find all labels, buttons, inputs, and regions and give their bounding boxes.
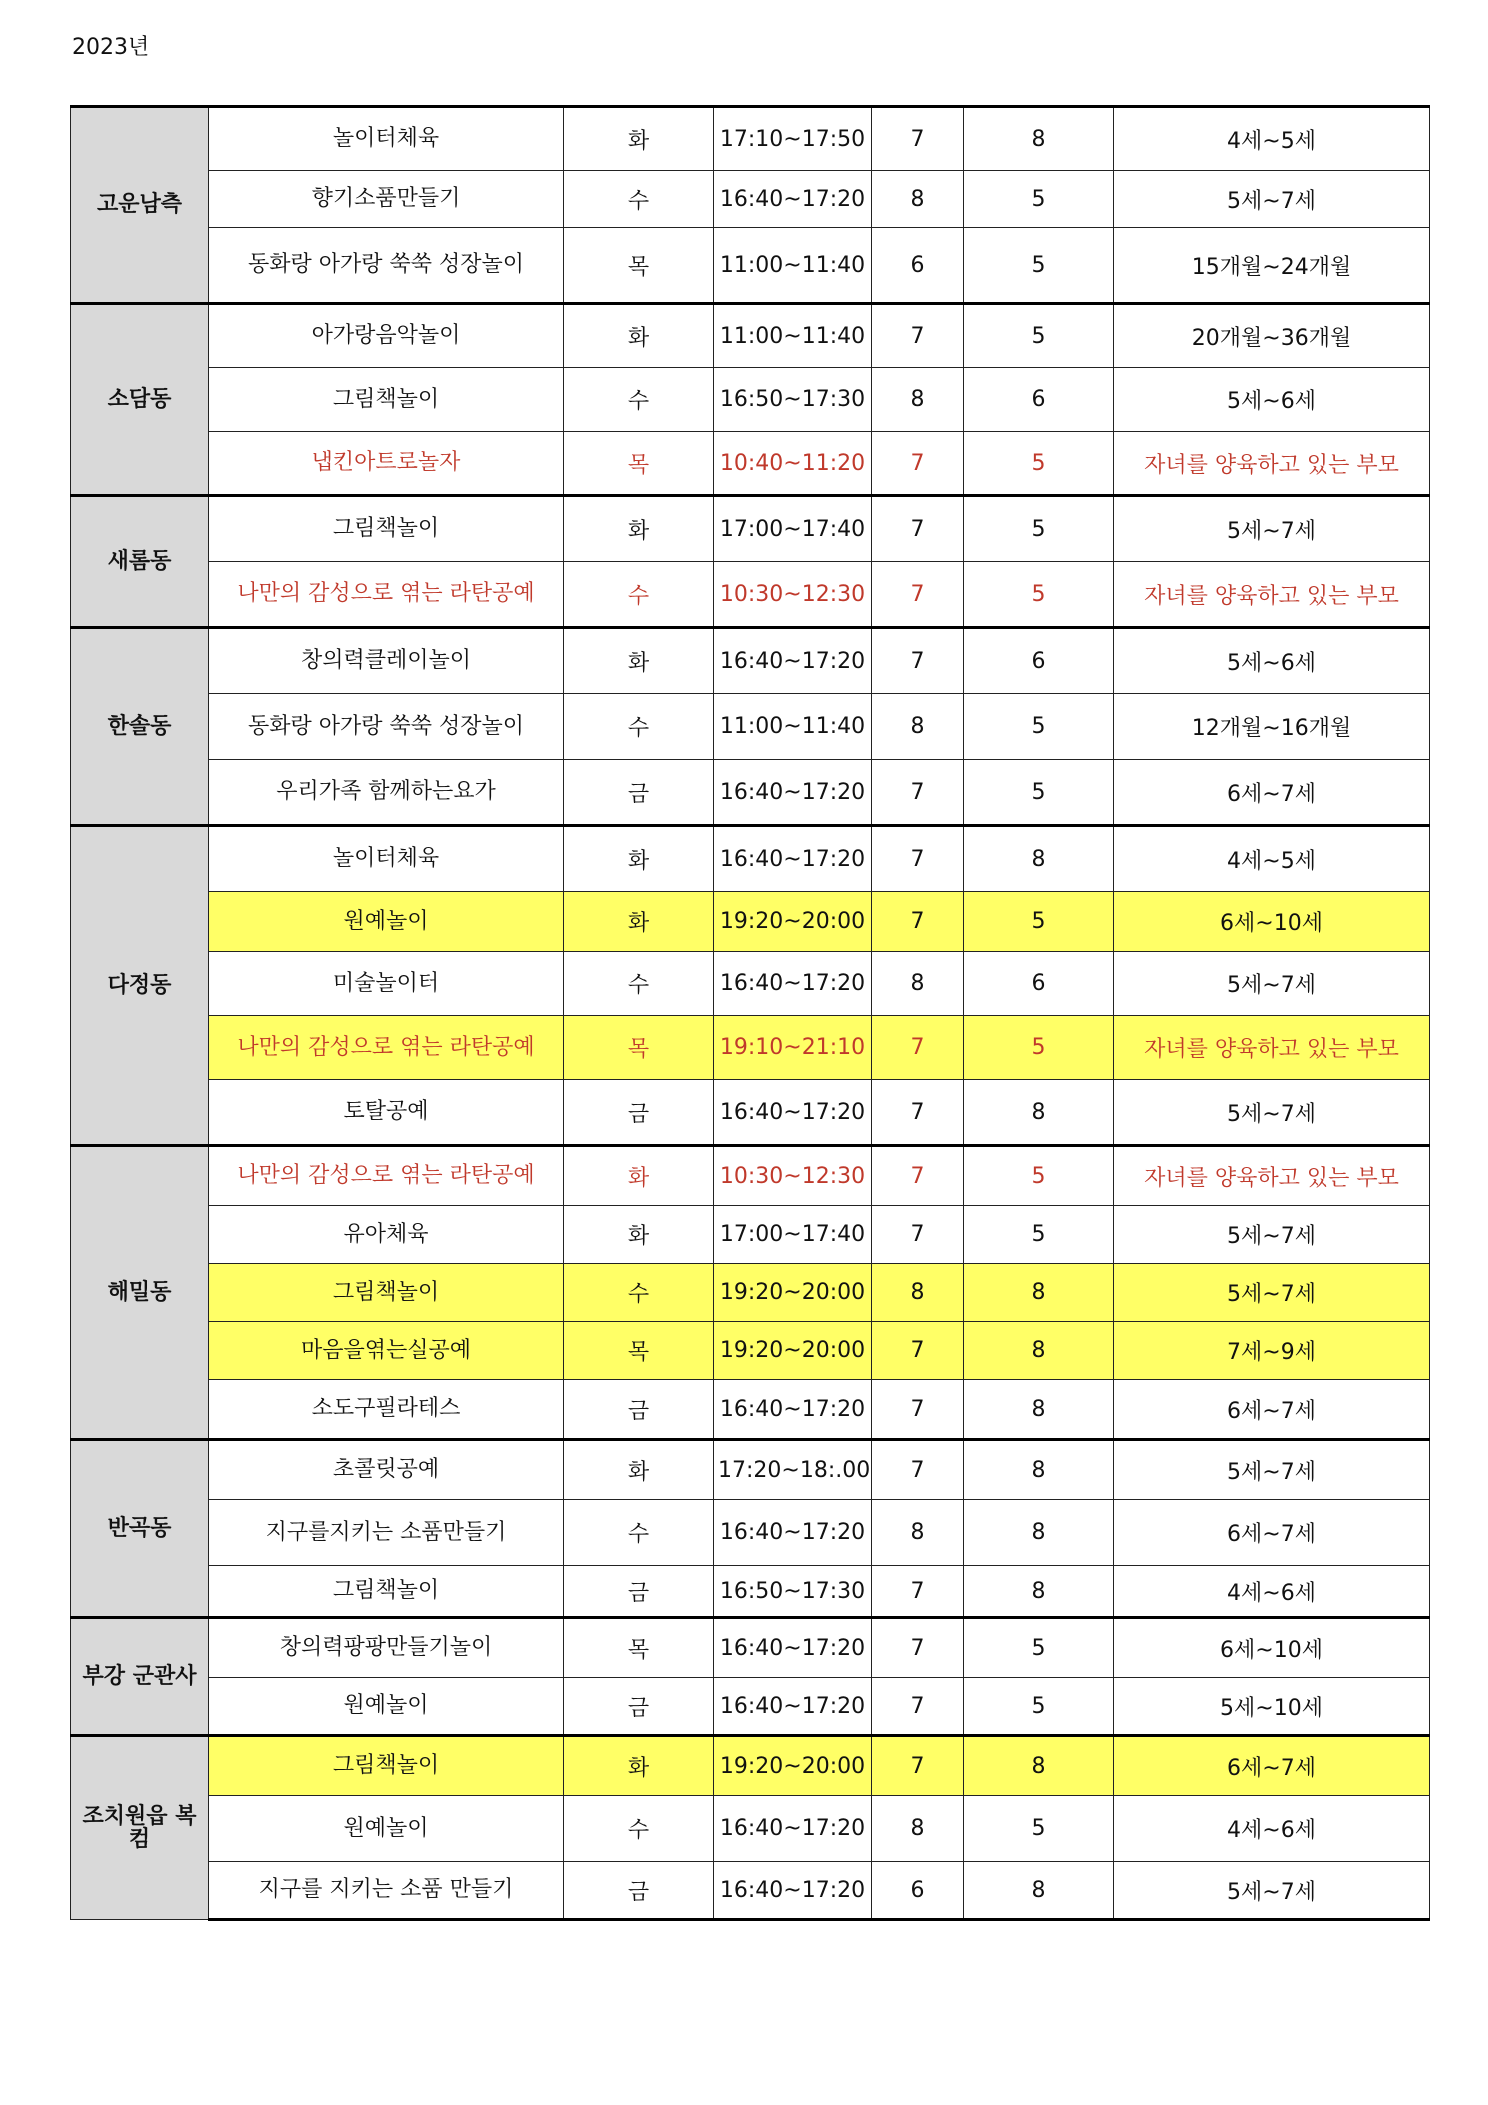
time-cell: 16:40~17:20 — [714, 1678, 872, 1736]
target-cell: 자녀를 양육하고 있는 부모 — [1114, 562, 1430, 628]
capacity-cell: 5 — [964, 171, 1114, 228]
capacity-cell: 8 — [964, 1080, 1114, 1146]
table-row — [71, 107, 1430, 171]
day-cell: 목 — [564, 228, 714, 304]
day-cell: 수 — [564, 1264, 714, 1322]
day-cell: 수 — [564, 1796, 714, 1862]
sessions-cell: 7 — [872, 628, 964, 694]
table-row — [71, 1206, 1430, 1264]
time-cell: 19:20~20:00 — [714, 1322, 872, 1380]
capacity-cell: 5 — [964, 1146, 1114, 1206]
region-cell: 고운남측 — [71, 107, 209, 304]
target-cell: 5세~7세 — [1114, 1264, 1430, 1322]
program-cell: 그림책놀이 — [209, 1736, 564, 1796]
capacity-cell: 8 — [964, 826, 1114, 892]
program-cell: 놀이터체육 — [209, 826, 564, 892]
region-cell: 다정동 — [71, 826, 209, 1146]
sessions-cell: 6 — [872, 1862, 964, 1920]
table-row — [71, 826, 1430, 892]
target-cell: 5세~6세 — [1114, 368, 1430, 432]
target-cell: 5세~7세 — [1114, 952, 1430, 1016]
table-row — [71, 368, 1430, 432]
region-cell: 한솔동 — [71, 628, 209, 826]
day-cell: 수 — [564, 952, 714, 1016]
capacity-cell: 5 — [964, 1796, 1114, 1862]
sessions-cell: 7 — [872, 562, 964, 628]
program-cell: 원예놀이 — [209, 892, 564, 952]
day-cell: 화 — [564, 628, 714, 694]
capacity-cell: 8 — [964, 1862, 1114, 1920]
target-cell: 5세~7세 — [1114, 1080, 1430, 1146]
day-cell: 화 — [564, 1736, 714, 1796]
sessions-cell: 8 — [872, 171, 964, 228]
day-cell: 화 — [564, 892, 714, 952]
capacity-cell: 5 — [964, 304, 1114, 368]
program-cell: 동화랑 아가랑 쑥쑥 성장놀이 — [209, 694, 564, 760]
capacity-cell: 5 — [964, 1016, 1114, 1080]
year-label: 2023년 — [72, 35, 150, 60]
capacity-cell: 5 — [964, 1618, 1114, 1678]
capacity-cell: 5 — [964, 496, 1114, 562]
target-cell: 5세~6세 — [1114, 628, 1430, 694]
day-cell: 화 — [564, 107, 714, 171]
sessions-cell: 7 — [872, 107, 964, 171]
table-row — [71, 1678, 1430, 1736]
capacity-cell: 8 — [964, 1264, 1114, 1322]
table-row — [71, 1440, 1430, 1500]
capacity-cell: 5 — [964, 1206, 1114, 1264]
sessions-cell: 8 — [872, 368, 964, 432]
time-cell: 11:00~11:40 — [714, 694, 872, 760]
day-cell: 목 — [564, 1016, 714, 1080]
program-cell: 유아체육 — [209, 1206, 564, 1264]
program-cell: 마음을엮는실공예 — [209, 1322, 564, 1380]
sessions-cell: 7 — [872, 432, 964, 496]
time-cell: 16:40~17:20 — [714, 628, 872, 694]
region-cell: 반곡동 — [71, 1440, 209, 1618]
target-cell: 15개월~24개월 — [1114, 228, 1430, 304]
sessions-cell: 6 — [872, 228, 964, 304]
target-cell: 6세~7세 — [1114, 1380, 1430, 1440]
day-cell: 화 — [564, 826, 714, 892]
time-cell: 19:20~20:00 — [714, 1736, 872, 1796]
time-cell: 16:40~17:20 — [714, 171, 872, 228]
time-cell: 16:40~17:20 — [714, 1380, 872, 1440]
time-cell: 16:40~17:20 — [714, 952, 872, 1016]
time-cell: 10:40~11:20 — [714, 432, 872, 496]
day-cell: 수 — [564, 171, 714, 228]
sessions-cell: 8 — [872, 952, 964, 1016]
sessions-cell: 7 — [872, 496, 964, 562]
program-cell: 토탈공예 — [209, 1080, 564, 1146]
capacity-cell: 5 — [964, 760, 1114, 826]
table-row — [71, 1500, 1430, 1566]
program-cell: 동화랑 아가랑 쑥쑥 성장놀이 — [209, 228, 564, 304]
capacity-cell: 8 — [964, 1380, 1114, 1440]
time-cell: 11:00~11:40 — [714, 304, 872, 368]
program-cell: 우리가족 함께하는요가 — [209, 760, 564, 826]
time-cell: 17:10~17:50 — [714, 107, 872, 171]
day-cell: 수 — [564, 1500, 714, 1566]
capacity-cell: 5 — [964, 562, 1114, 628]
capacity-cell: 6 — [964, 628, 1114, 694]
program-cell: 원예놀이 — [209, 1796, 564, 1862]
program-cell: 소도구필라테스 — [209, 1380, 564, 1440]
target-cell: 자녀를 양육하고 있는 부모 — [1114, 1146, 1430, 1206]
table-row — [71, 1862, 1430, 1920]
sessions-cell: 7 — [872, 1678, 964, 1736]
time-cell: 16:40~17:20 — [714, 760, 872, 826]
time-cell: 16:40~17:20 — [714, 1618, 872, 1678]
sessions-cell: 7 — [872, 892, 964, 952]
table-row — [71, 228, 1430, 304]
sessions-cell: 8 — [872, 694, 964, 760]
target-cell: 5세~7세 — [1114, 1862, 1430, 1920]
program-cell: 초콜릿공예 — [209, 1440, 564, 1500]
target-cell: 4세~5세 — [1114, 826, 1430, 892]
time-cell: 16:40~17:20 — [714, 1500, 872, 1566]
capacity-cell: 5 — [964, 694, 1114, 760]
program-cell: 창의력팡팡만들기놀이 — [209, 1618, 564, 1678]
region-cell: 소담동 — [71, 304, 209, 496]
day-cell: 금 — [564, 1080, 714, 1146]
capacity-cell: 5 — [964, 892, 1114, 952]
program-cell: 향기소품만들기 — [209, 171, 564, 228]
region-cell: 부강 군관사 — [71, 1618, 209, 1736]
day-cell: 금 — [564, 760, 714, 826]
table-row — [71, 892, 1430, 952]
capacity-cell: 8 — [964, 1322, 1114, 1380]
time-cell: 19:10~21:10 — [714, 1016, 872, 1080]
table-row — [71, 304, 1430, 368]
time-cell: 19:20~20:00 — [714, 1264, 872, 1322]
target-cell: 5세~7세 — [1114, 1440, 1430, 1500]
table-row — [71, 760, 1430, 826]
sessions-cell: 7 — [872, 1080, 964, 1146]
target-cell: 6세~7세 — [1114, 1500, 1430, 1566]
capacity-cell: 6 — [964, 952, 1114, 1016]
program-cell: 아가랑음악놀이 — [209, 304, 564, 368]
day-cell: 목 — [564, 432, 714, 496]
sessions-cell: 7 — [872, 1380, 964, 1440]
table-row — [71, 694, 1430, 760]
table-row — [71, 1736, 1430, 1796]
time-cell: 16:50~17:30 — [714, 368, 872, 432]
table-row — [71, 1322, 1430, 1380]
table-row — [71, 432, 1430, 496]
table-row — [71, 496, 1430, 562]
day-cell: 금 — [564, 1380, 714, 1440]
day-cell: 수 — [564, 694, 714, 760]
time-cell: 10:30~12:30 — [714, 1146, 872, 1206]
target-cell: 자녀를 양육하고 있는 부모 — [1114, 1016, 1430, 1080]
region-cell: 해밀동 — [71, 1146, 209, 1440]
target-cell: 6세~10세 — [1114, 892, 1430, 952]
sessions-cell: 7 — [872, 1322, 964, 1380]
time-cell: 11:00~11:40 — [714, 228, 872, 304]
day-cell: 목 — [564, 1322, 714, 1380]
program-schedule-table — [70, 105, 1430, 1921]
sessions-cell: 8 — [872, 1264, 964, 1322]
sessions-cell: 7 — [872, 760, 964, 826]
sessions-cell: 7 — [872, 1618, 964, 1678]
target-cell: 5세~7세 — [1114, 171, 1430, 228]
day-cell: 금 — [564, 1678, 714, 1736]
table-row — [71, 171, 1430, 228]
capacity-cell: 5 — [964, 228, 1114, 304]
program-cell: 그림책놀이 — [209, 496, 564, 562]
table-row — [71, 1264, 1430, 1322]
sessions-cell: 7 — [872, 1736, 964, 1796]
program-cell: 지구를지키는 소품만들기 — [209, 1500, 564, 1566]
table-row — [71, 952, 1430, 1016]
capacity-cell: 8 — [964, 107, 1114, 171]
target-cell: 자녀를 양육하고 있는 부모 — [1114, 432, 1430, 496]
program-cell: 놀이터체육 — [209, 107, 564, 171]
target-cell: 5세~7세 — [1114, 1206, 1430, 1264]
program-cell: 원예놀이 — [209, 1678, 564, 1736]
time-cell: 16:40~17:20 — [714, 1796, 872, 1862]
time-cell: 16:40~17:20 — [714, 1862, 872, 1920]
program-cell: 나만의 감성으로 엮는 라탄공예 — [209, 1016, 564, 1080]
program-cell: 그림책놀이 — [209, 1264, 564, 1322]
target-cell: 6세~7세 — [1114, 1736, 1430, 1796]
table-row — [71, 1016, 1430, 1080]
time-cell: 16:40~17:20 — [714, 826, 872, 892]
time-cell: 16:50~17:30 — [714, 1566, 872, 1618]
time-cell: 17:20~18:.00 — [714, 1440, 872, 1500]
capacity-cell: 5 — [964, 432, 1114, 496]
target-cell: 4세~6세 — [1114, 1796, 1430, 1862]
target-cell: 5세~7세 — [1114, 496, 1430, 562]
program-cell: 그림책놀이 — [209, 1566, 564, 1618]
target-cell: 6세~7세 — [1114, 760, 1430, 826]
capacity-cell: 8 — [964, 1440, 1114, 1500]
table-row — [71, 628, 1430, 694]
target-cell: 5세~10세 — [1114, 1678, 1430, 1736]
sessions-cell: 7 — [872, 1566, 964, 1618]
day-cell: 수 — [564, 562, 714, 628]
program-cell: 나만의 감성으로 엮는 라탄공예 — [209, 562, 564, 628]
sessions-cell: 7 — [872, 1206, 964, 1264]
program-cell: 냅킨아트로놀자 — [209, 432, 564, 496]
day-cell: 금 — [564, 1862, 714, 1920]
day-cell: 화 — [564, 496, 714, 562]
table-row — [71, 1080, 1430, 1146]
sessions-cell: 7 — [872, 304, 964, 368]
target-cell: 4세~6세 — [1114, 1566, 1430, 1618]
table-body — [71, 107, 1430, 1920]
sessions-cell: 8 — [872, 1796, 964, 1862]
day-cell: 화 — [564, 304, 714, 368]
region-cell: 조치원읍 복컴 — [71, 1736, 209, 1920]
target-cell: 6세~10세 — [1114, 1618, 1430, 1678]
capacity-cell: 8 — [964, 1566, 1114, 1618]
table-row — [71, 562, 1430, 628]
time-cell: 16:40~17:20 — [714, 1080, 872, 1146]
capacity-cell: 6 — [964, 368, 1114, 432]
program-cell: 그림책놀이 — [209, 368, 564, 432]
target-cell: 7세~9세 — [1114, 1322, 1430, 1380]
program-cell: 미술놀이터 — [209, 952, 564, 1016]
program-cell: 창의력클레이놀이 — [209, 628, 564, 694]
target-cell: 20개월~36개월 — [1114, 304, 1430, 368]
day-cell: 목 — [564, 1618, 714, 1678]
program-cell: 지구를 지키는 소품 만들기 — [209, 1862, 564, 1920]
capacity-cell: 8 — [964, 1500, 1114, 1566]
day-cell: 화 — [564, 1206, 714, 1264]
sessions-cell: 7 — [872, 1440, 964, 1500]
time-cell: 17:00~17:40 — [714, 496, 872, 562]
table-row — [71, 1380, 1430, 1440]
program-cell: 나만의 감성으로 엮는 라탄공예 — [209, 1146, 564, 1206]
sessions-cell: 7 — [872, 1146, 964, 1206]
day-cell: 화 — [564, 1440, 714, 1500]
table-row — [71, 1146, 1430, 1206]
region-cell: 새롬동 — [71, 496, 209, 628]
time-cell: 10:30~12:30 — [714, 562, 872, 628]
day-cell: 금 — [564, 1566, 714, 1618]
day-cell: 수 — [564, 368, 714, 432]
target-cell: 12개월~16개월 — [1114, 694, 1430, 760]
capacity-cell: 8 — [964, 1736, 1114, 1796]
time-cell: 17:00~17:40 — [714, 1206, 872, 1264]
table-row — [71, 1796, 1430, 1862]
day-cell: 화 — [564, 1146, 714, 1206]
target-cell: 4세~5세 — [1114, 107, 1430, 171]
capacity-cell: 5 — [964, 1678, 1114, 1736]
time-cell: 19:20~20:00 — [714, 892, 872, 952]
table-row — [71, 1618, 1430, 1678]
sessions-cell: 7 — [872, 826, 964, 892]
table-row — [71, 1566, 1430, 1618]
sessions-cell: 7 — [872, 1016, 964, 1080]
sessions-cell: 8 — [872, 1500, 964, 1566]
